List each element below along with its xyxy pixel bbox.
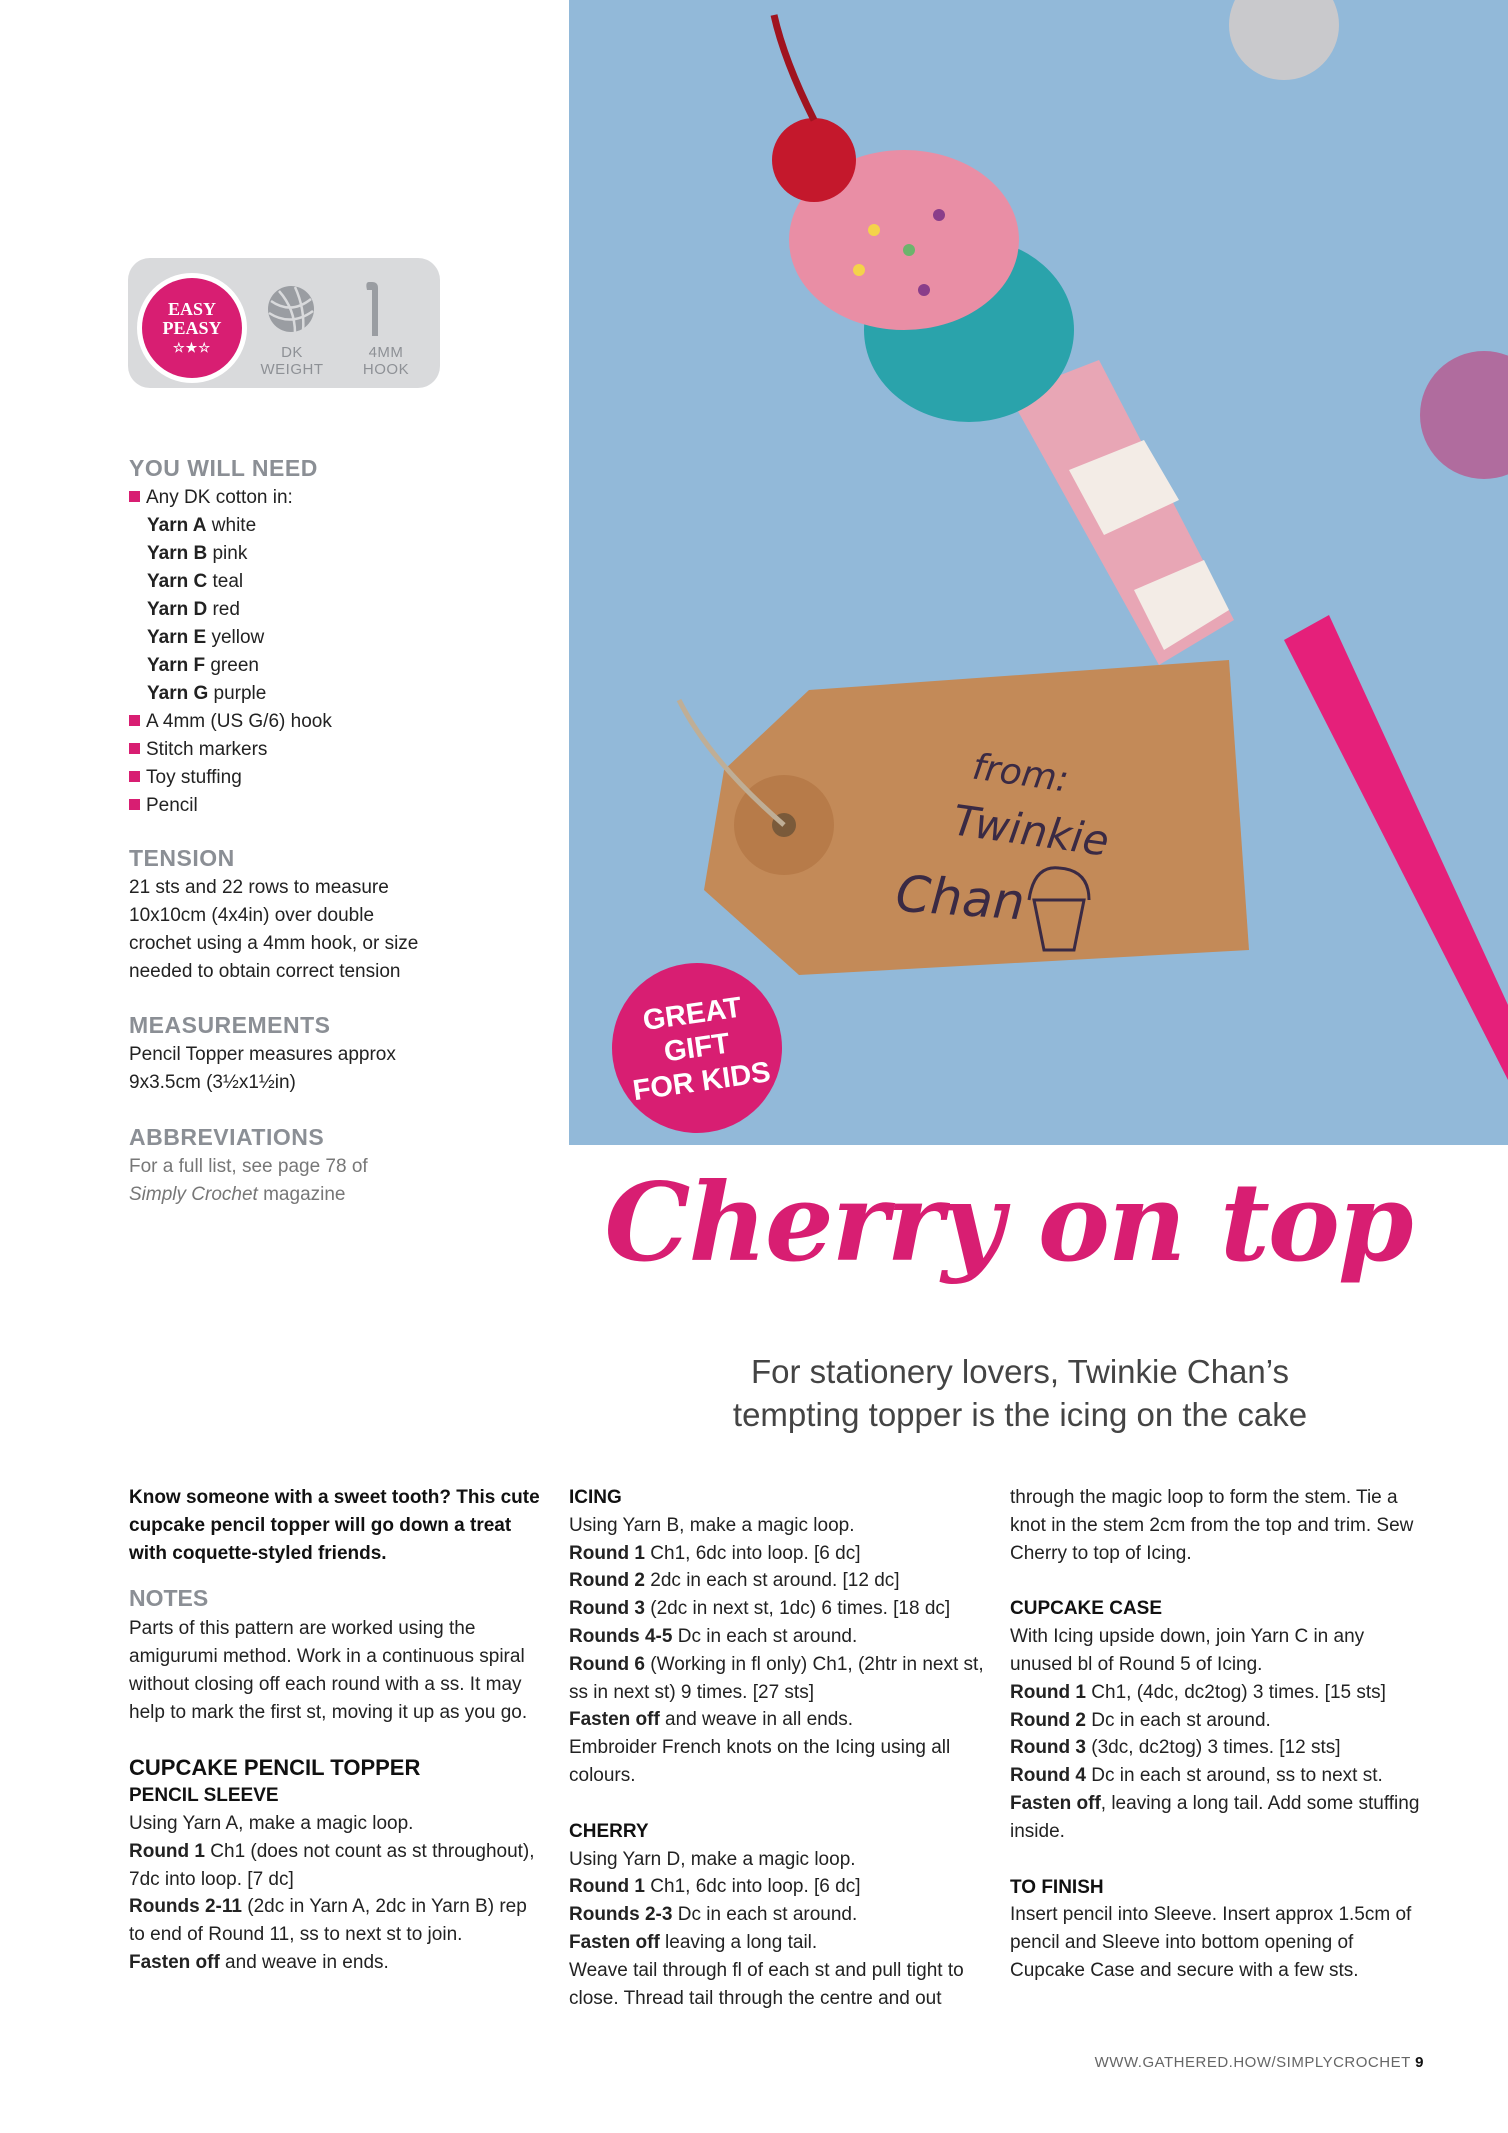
column-2	[569, 1484, 984, 2012]
tag-name-2: Chan	[893, 864, 1027, 932]
crochet-hook-icon	[363, 280, 385, 338]
weight-caption	[252, 344, 332, 378]
bullet-icon	[129, 743, 140, 754]
sleeve-fasten-off: Fasten off and weave in ends.	[129, 1951, 389, 1973]
icing-intro: Using Yarn B, make a magic loop.	[569, 1514, 855, 1536]
hero-photo	[569, 0, 1508, 1145]
case-round-4: Round 4 Dc in each st around, ss to next st.	[1010, 1765, 1383, 1787]
material-item: A 4mm (US G/6) hook	[129, 708, 332, 736]
material-item: Stitch markers	[129, 736, 332, 764]
tension-heading: TENSION	[129, 845, 235, 871]
yarn-d: Yarn D red	[147, 599, 240, 620]
case-fasten-off: Fasten off, leaving a long tail. Add some stuffing inside.	[1010, 1792, 1420, 1842]
column-3	[1010, 1484, 1425, 1985]
material-item: Toy stuffing	[129, 764, 332, 792]
abbreviations-heading: ABBREVIATIONS	[129, 1124, 325, 1150]
bullet-icon	[129, 799, 140, 810]
difficulty-stars: ☆★☆	[173, 339, 211, 355]
sleeve-intro: Using Yarn A, make a magic loop.	[129, 1812, 414, 1834]
cherry-heading: CHERRY	[569, 1820, 649, 1842]
page-number: 9	[1415, 2054, 1424, 2071]
cherry-round-1: Round 1 Ch1, 6dc into loop. [6 dc]	[569, 1876, 861, 1898]
cherry-intro: Using Yarn D, make a magic loop.	[569, 1848, 856, 1870]
page-footer	[1095, 2054, 1424, 2071]
sleeve-round-1: Round 1 Ch1 (does not count as st throughout), 7dc into loop. [7 dc]	[129, 1840, 535, 1890]
weight-line-2: WEIGHT	[260, 361, 324, 378]
gift-line-2: FOR KIDS	[630, 1056, 773, 1108]
footer-url: WWW.GATHERED.HOW/SIMPLYCROCHET	[1094, 2054, 1411, 2071]
material-item: Pencil	[129, 792, 332, 820]
finish-heading: TO FINISH	[1010, 1876, 1104, 1898]
materials-intro: Any DK cotton in:	[146, 487, 293, 508]
measurements-heading: MEASUREMENTS	[129, 1012, 331, 1038]
difficulty-line-2: PEASY	[162, 317, 222, 338]
page-title: Cherry on top	[604, 1160, 1412, 1286]
cherry-weave: Weave tail through fl of each st and pull tight to close. Thread tail through the centre and out	[569, 1959, 964, 2009]
case-round-1: Round 1 Ch1, (4dc, dc2tog) 3 times. [15 sts]	[1010, 1681, 1386, 1703]
column-1	[129, 1484, 544, 1977]
yarn-f: Yarn F green	[147, 655, 259, 676]
case-heading: CUPCAKE CASE	[1010, 1598, 1163, 1620]
bullet-icon	[129, 491, 140, 502]
cherry-fasten-off: Fasten off leaving a long tail.	[569, 1931, 818, 1953]
hook-line-1: 4MM	[368, 344, 404, 361]
intro-text: Know someone with a sweet tooth? This cute cupcake pencil topper will go down a treat with coquette-styled friends.	[129, 1487, 540, 1564]
case-round-2: Round 2 Dc in each st around.	[1010, 1709, 1271, 1731]
cherry-rounds-2-3: Rounds 2-3 Dc in each st around.	[569, 1904, 858, 1926]
notes-heading: NOTES	[129, 1585, 209, 1612]
tag-name-1: Twinkie	[950, 795, 1113, 866]
finish-text: Insert pencil into Sleeve. Insert approx 1.5cm of pencil and Sleeve into bottom opening of Cupcake Case and secure with a few sts.	[1010, 1904, 1412, 1981]
sleeve-heading: PENCIL SLEEVE	[129, 1785, 279, 1807]
case-round-3: Round 3 (3dc, dc2tog) 3 times. [12 sts]	[1010, 1737, 1341, 1759]
case-intro: With Icing upside down, join Yarn C in any unused bl of Round 5 of Icing.	[1010, 1626, 1365, 1675]
abbreviations-text: For a full list, see page 78 of Simply Crochet magazine	[129, 1156, 368, 1205]
yarn-g: Yarn G purple	[147, 683, 267, 704]
difficulty-line-1: EASY	[167, 298, 216, 319]
yarn-ball-icon	[265, 283, 317, 335]
cherry	[772, 118, 856, 202]
cherry-continued: through the magic loop to form the stem. Tie a knot in the stem 2cm from the top and trim. Sew Cherry to top of Icing.	[1010, 1487, 1414, 1564]
yarn-b: Yarn B pink	[147, 543, 248, 564]
topper-heading: CUPCAKE PENCIL TOPPER	[129, 1755, 421, 1781]
yarn-c: Yarn C teal	[147, 571, 244, 592]
weight-line-1: DK	[281, 344, 303, 361]
icing-round-1: Round 1 Ch1, 6dc into loop. [6 dc]	[569, 1542, 861, 1564]
difficulty-badge	[142, 278, 242, 378]
tag-from: from:	[969, 746, 1072, 801]
gift-line-1: GREAT GIFT	[640, 991, 744, 1069]
icing-embroider: Embroider French knots on the Icing using all colours.	[569, 1737, 951, 1786]
yarn-a: Yarn A white	[147, 515, 257, 536]
you-will-need-heading: YOU WILL NEED	[129, 455, 318, 481]
bullet-icon	[129, 771, 140, 782]
yarn-e: Yarn E yellow	[147, 627, 265, 648]
icing-heading: ICING	[569, 1487, 622, 1508]
icing-round-6: Round 6 (Working in fl only) Ch1, (2htr in next st, ss in next st) 9 times. [27 sts]	[569, 1653, 984, 1703]
icing-round-2: Round 2 2dc in each st around. [12 dc]	[569, 1570, 900, 1592]
icing-fasten-off: Fasten off and weave in all ends.	[569, 1709, 854, 1731]
sleeve-rounds-2-11: Rounds 2-11 (2dc in Yarn A, 2dc in Yarn B) rep to end of Round 11, ss to next st to join.	[129, 1896, 527, 1946]
bullet-icon	[129, 715, 140, 726]
tension-text: 21 sts and 22 rows to measure 10x10cm (4x4in) over double crochet using a 4mm hook, or size needed to obtain correct tension	[129, 877, 419, 982]
hook-caption	[346, 344, 426, 378]
notes-text: Parts of this pattern are worked using the amigurumi method. Work in a continuous spiral without closing off each round with a ss. It may help to mark the first st, moving it up as you go.	[129, 1618, 528, 1723]
hook-line-2: HOOK	[362, 361, 410, 378]
icing-rounds-4-5: Rounds 4-5 Dc in each st around.	[569, 1625, 858, 1647]
measurements-text: Pencil Topper measures approx 9x3.5cm (3½x1½in)	[129, 1044, 396, 1093]
standfirst: For stationery lovers, Twinkie Chan’s tempting topper is the icing on the cake	[732, 1353, 1308, 1433]
icing-round-3: Round 3 (2dc in next st, 1dc) 6 times. [18 dc]	[569, 1598, 951, 1620]
materials-list	[129, 484, 332, 820]
